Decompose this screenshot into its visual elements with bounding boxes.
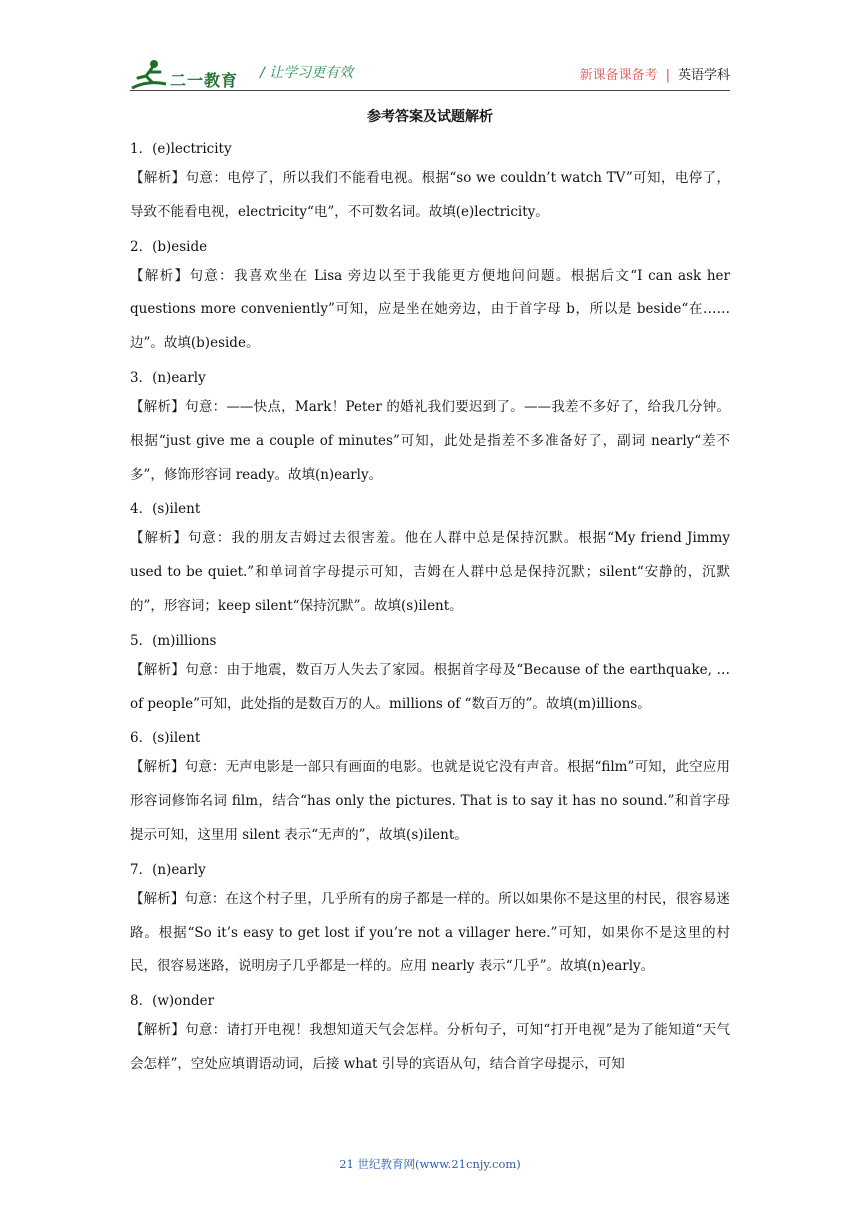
answer-line: 3．(n)early xyxy=(130,369,206,386)
header-separator: | xyxy=(665,68,670,83)
page-title: 参考答案及试题解析 xyxy=(367,109,493,125)
runner-logo-icon xyxy=(130,58,170,92)
explanation: 【解析】句意：请打开电视！我想知道天气会怎样。分析句子，可知“打开电视”是为了能知道“天气会怎样”，空处应填谓语动词，后接 what 引导的宾语从句，结合首字母提示，可知 xyxy=(130,1022,730,1072)
logo-text: 二一教育 xyxy=(170,71,239,90)
answer-line: 5．(m)illions xyxy=(130,632,217,649)
explanation: 【解析】句意：在这个村子里，几乎所有的房子都是一样的。所以如果你不是这里的村民，很容易迷路。根据“So it’s easy to get lost if you’re not a villager here.”可知，如果你不是这里的村民，很容易迷路，说明房子几乎都是一样的。应用 nearly 表示“几乎”。故填(n)early。 xyxy=(130,890,730,975)
header-category: 新课备课备考 xyxy=(579,68,658,83)
answer-line: 7．(n)early xyxy=(130,861,206,878)
header-right xyxy=(580,64,730,83)
explanation: 【解析】句意：无声电影是一部只有画面的电影。也就是说它没有声音。根据“film”可知，此空应用形容词修饰名词 film，结合“has only the pictures. That is to say it has no sound.”和首字母提示可知，这里用 silent 表示“无声的”，故填(s)ilent。 xyxy=(130,759,730,843)
page-footer: 21 世纪教育网(www.21cnjy.com) xyxy=(339,1157,521,1171)
header-divider xyxy=(130,90,730,91)
answer-item xyxy=(130,234,730,361)
slogan: / 让学习更有效 xyxy=(260,65,354,81)
answer-line: 4．(s)ilent xyxy=(130,501,201,518)
answer-line: 2．(b)eside xyxy=(130,238,208,255)
answer-list xyxy=(130,132,730,1082)
explanation: 【解析】句意：我的朋友吉姆过去很害羞。他在人群中总是保持沉默。根据“My friend Jimmy used to be quiet.”和单词首字母提示可知，吉姆在人群中总是保持沉默；silent“安静的，沉默的”，形容词；keep silent“保持沉默”。故填(s)ilent。 xyxy=(130,530,730,614)
answer-item xyxy=(130,988,730,1082)
logo xyxy=(130,58,250,92)
explanation: 【解析】句意：由于地震，数百万人失去了家园。根据首字母及“Because of the earthquake, …of people”可知，此处指的是数百万的人。millions of “数百万的”。故填(m)illions。 xyxy=(130,661,730,712)
answer-item xyxy=(130,496,730,623)
answer-item xyxy=(130,136,730,230)
explanation: 【解析】句意：——快点，Mark！Peter 的婚礼我们要迟到了。——我差不多好了，给我几分钟。根据“just give me a couple of minutes”可知，此处是指差不多准备好了，副词 nearly“差不多”，修饰形容词 ready。故填(n)early。 xyxy=(130,398,730,483)
answer-item xyxy=(130,628,730,722)
answer-item xyxy=(130,365,730,492)
answer-line: 8．(w)onder xyxy=(130,993,215,1010)
explanation: 【解析】句意：电停了，所以我们不能看电视。根据“so we couldn’t watch TV”可知，电停了，导致不能看电视，electricity“电”，不可数名词。故填(e)lectricity。 xyxy=(130,170,730,220)
answer-item xyxy=(130,857,730,984)
header-subject: 英语学科 xyxy=(677,68,730,83)
answer-line: 6．(s)ilent xyxy=(130,730,201,747)
answer-item xyxy=(130,725,730,852)
page-header xyxy=(130,52,730,92)
explanation: 【解析】句意：我喜欢坐在 Lisa 旁边以至于我能更方便地问问题。根据后文“I can ask her questions more conveniently”可知，应是坐在她旁边，由于首字母 b，所以是 beside“在……边”。故填(b)eside。 xyxy=(130,267,730,352)
answer-line: 1．(e)lectricity xyxy=(130,141,232,157)
